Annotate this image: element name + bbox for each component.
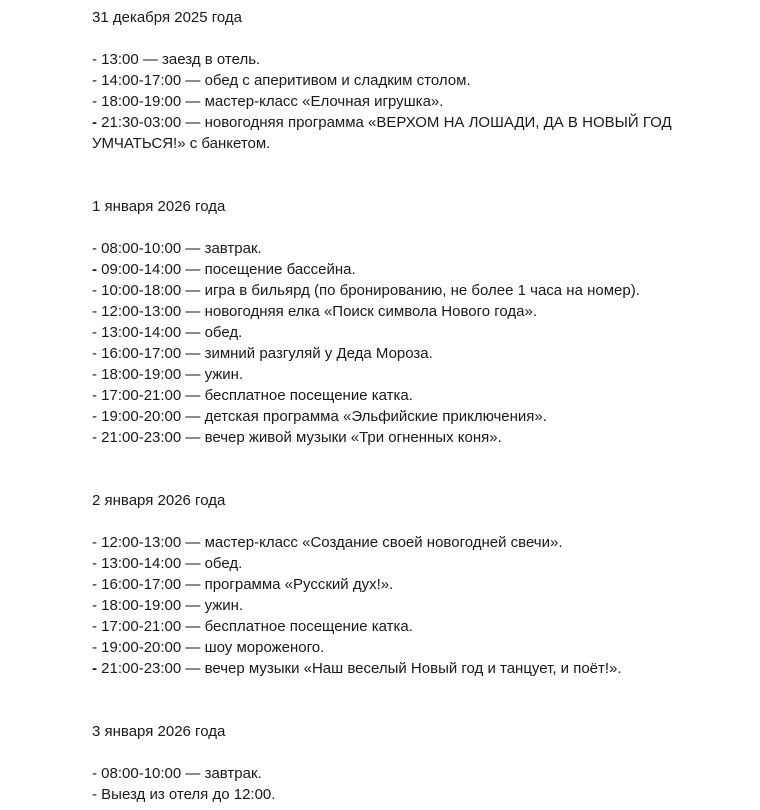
line-dash: -: [92, 597, 102, 614]
line-dash: -: [92, 93, 102, 110]
line-text: 19:00-20:00 — шоу мороженого.: [101, 639, 325, 656]
line-text: Выезд из отеля до 12:00.: [101, 786, 276, 803]
line-dash: -: [92, 282, 102, 299]
schedule-line: [92, 280, 724, 301]
line-text: 13:00-14:00 — обед.: [101, 555, 243, 572]
schedule-line: [92, 385, 724, 406]
schedule-line: [92, 343, 724, 364]
date-heading: 31 декабря 2025 года: [92, 9, 243, 26]
line-dash: -: [92, 786, 102, 803]
schedule-items: [92, 763, 724, 805]
line-text: 17:00-21:00 — бесплатное посещение катка.: [101, 387, 413, 404]
schedule-line: [92, 574, 724, 595]
line-text: 08:00-10:00 — завтрак.: [101, 765, 262, 782]
line-text: 12:00-13:00 — новогодняя елка «Поиск символа Нового года».: [101, 303, 538, 320]
line-dash: -: [92, 72, 102, 89]
line-text: 21:00-23:00 — вечер музыки «Наш веселый Новый год и танцует, и поёт!».: [101, 660, 622, 677]
schedule-line: [92, 658, 724, 679]
line-dash: -: [92, 765, 102, 782]
schedule-line: [92, 595, 724, 616]
line-dash: -: [92, 660, 102, 677]
date-heading: 1 января 2026 года: [92, 198, 226, 215]
line-dash: -: [92, 555, 102, 572]
schedule-line: [92, 238, 724, 259]
line-text: 12:00-13:00 — мастер-класс «Создание своей новогодней свечи».: [101, 534, 563, 551]
schedule-line: [92, 322, 724, 343]
schedule-line: [92, 616, 724, 637]
line-text: 18:00-19:00 — ужин.: [101, 366, 244, 383]
schedule-line: [92, 406, 724, 427]
line-dash: -: [92, 261, 102, 278]
line-dash: -: [92, 345, 102, 362]
schedule-line: [92, 112, 724, 154]
line-text: 10:00-18:00 — игра в бильярд (по бронированию, не более 1 часа на номер).: [101, 282, 640, 299]
line-dash: -: [92, 387, 102, 404]
line-dash: -: [92, 408, 102, 425]
line-dash: -: [92, 114, 102, 131]
date-heading: 2 января 2026 года: [92, 492, 226, 509]
line-text: 19:00-20:00 — детская программа «Эльфийские приключения».: [101, 408, 547, 425]
line-dash: -: [92, 429, 102, 446]
line-text: 13:00 — заезд в отель.: [101, 51, 261, 68]
line-text: 21:00-23:00 — вечер живой музыки «Три огненных коня».: [101, 429, 502, 446]
line-dash: -: [92, 576, 102, 593]
schedule-line: [92, 364, 724, 385]
schedule-line: [92, 553, 724, 574]
line-text: 13:00-14:00 — обед.: [101, 324, 243, 341]
schedule-line: [92, 70, 724, 91]
schedule-line: [92, 427, 724, 448]
schedule-line: [92, 637, 724, 658]
line-text: 14:00-17:00 — обед с аперитивом и сладким столом.: [101, 72, 471, 89]
line-dash: -: [92, 366, 102, 383]
line-text: 16:00-17:00 — зимний разгуляй у Деда Мороза.: [101, 345, 433, 362]
schedule-section: [92, 196, 724, 448]
schedule-section: [92, 7, 724, 154]
line-text: 09:00-14:00 — посещение бассейна.: [101, 261, 356, 278]
line-dash: -: [92, 51, 102, 68]
line-text: 18:00-19:00 — мастер-класс «Елочная игрушка».: [101, 93, 444, 110]
line-dash: -: [92, 534, 102, 551]
line-dash: -: [92, 639, 102, 656]
schedule-items: [92, 532, 724, 679]
line-text: 17:00-21:00 — бесплатное посещение катка.: [101, 618, 413, 635]
line-dash: -: [92, 618, 102, 635]
date-heading: 3 января 2026 года: [92, 723, 226, 740]
line-dash: -: [92, 303, 102, 320]
schedule-section: [92, 721, 724, 805]
line-text: 16:00-17:00 — программа «Русский дух!».: [101, 576, 394, 593]
schedule-line: [92, 259, 724, 280]
line-dash: -: [92, 324, 102, 341]
schedule-line: [92, 784, 724, 805]
schedule-section: [92, 490, 724, 679]
schedule-items: [92, 49, 724, 154]
schedule-items: [92, 238, 724, 448]
line-dash: -: [92, 240, 102, 257]
schedule-line: [92, 532, 724, 553]
line-text: 21:30-03:00 — новогодняя программа «ВЕРХОМ НА ЛОШАДИ, ДА В НОВЫЙ ГОД УМЧАТЬСЯ!» с банкетом.: [92, 114, 672, 152]
schedule-line: [92, 49, 724, 70]
schedule-line: [92, 763, 724, 784]
line-text: 08:00-10:00 — завтрак.: [101, 240, 262, 257]
schedule-line: [92, 301, 724, 322]
schedule-line: [92, 91, 724, 112]
line-text: 18:00-19:00 — ужин.: [101, 597, 244, 614]
